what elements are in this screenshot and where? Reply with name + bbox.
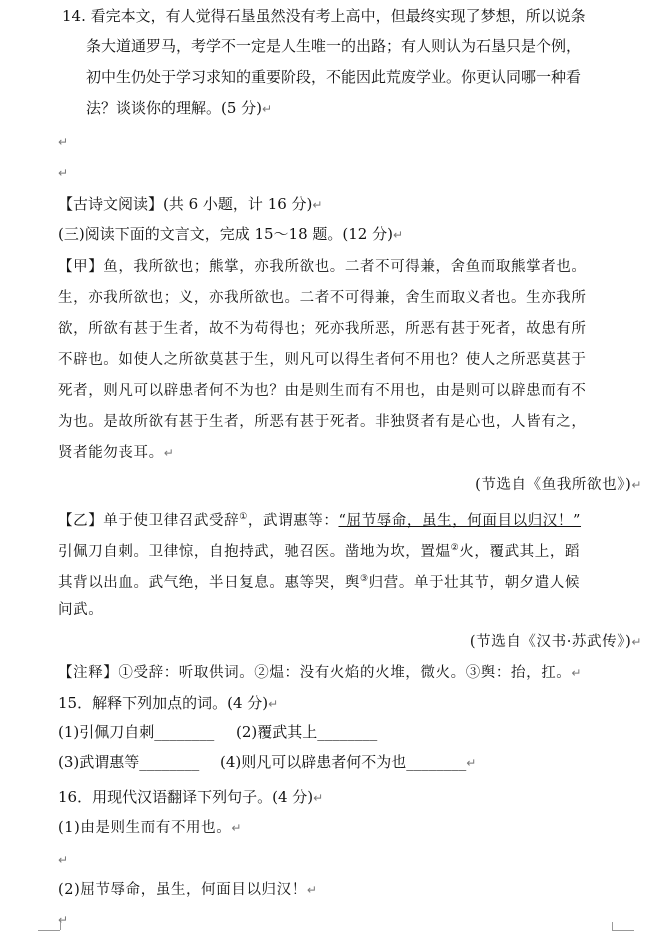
notes: 【注释】①受辞：听取供词。②煴：没有火焰的火堆，微火。③舆：抬，扛。↵ — [58, 665, 583, 681]
paragraph-mark: ↵ — [231, 821, 242, 835]
q14-line-3: 初中生仍处于学习求知的重要阶段，不能因此荒废学业。你更认同哪一种看 — [86, 68, 582, 86]
jia-line-2: 生，亦我所欲也；义，亦我所欲也。二者不可得兼，舍生而取义者也。生亦我所 — [58, 290, 587, 306]
paragraph-mark: ↵ — [631, 478, 642, 492]
jia-line-5: 死者，则凡可以辟患者何不为也？由是则生而有不用也，由是则可以辟患而有不 — [58, 383, 587, 399]
paragraph-mark: ↵ — [466, 756, 477, 770]
paragraph-mark: ↵ — [392, 228, 404, 242]
page-corner-left — [38, 930, 60, 931]
paragraph-mark: ↵ — [268, 697, 279, 711]
section-subtitle: (三)阅读下面的文言文，完成 15～18 题。(12 分)↵ — [58, 225, 404, 243]
q15-title: 15．解释下列加点的词。(4 分)↵ — [58, 694, 279, 712]
paragraph-mark: ↵ — [571, 666, 583, 680]
paragraph-mark: ↵ — [631, 635, 642, 649]
yi-line-2: 引佩刀自刺。卫律惊，自抱持武，驰召医。凿地为坎，置煴②火，覆武其上，蹈 — [58, 543, 581, 560]
paragraph-mark: ↵ — [313, 791, 324, 805]
q15-item-1: (1)引佩刀自刺________ — [58, 723, 215, 741]
yi-line-3: 其背以出血。武气绝，半日复息。惠等哭，舆③归营。单于壮其节，朝夕遣人候 — [58, 574, 581, 591]
paragraph-mark: ↵ — [312, 198, 323, 212]
jia-line-7: 贤者能勿丧耳。↵ — [58, 445, 175, 461]
q16-item-2: (2)屈节辱命，虽生，何面目以归汉！↵ — [58, 882, 318, 898]
jia-line-3: 欲，所欲有甚于生者，故不为苟得也；死亦我所恶，所恶有甚于死者，故患有所 — [58, 321, 587, 337]
paragraph-mark: ↵ — [163, 446, 175, 460]
jia-line-4: 不辟也。如使人之所欲莫甚于生，则凡可以得生者何不用也？使人之所恶莫甚于 — [58, 352, 587, 368]
q16-title: 16．用现代汉语翻译下列句子。(4 分)↵ — [58, 788, 324, 806]
paragraph-mark: ↵ — [58, 853, 69, 867]
paragraph-mark: ↵ — [306, 883, 318, 897]
page-corner-right-tick — [612, 922, 613, 930]
yi-source: (节选自《汉书·苏武传》)↵ — [469, 634, 642, 650]
q14-line-1: 14. 看完本文，有人觉得石垦虽然没有考上高中，但最终实现了梦想，所以说条 — [62, 7, 586, 25]
paragraph-mark: ↵ — [58, 135, 69, 149]
q14-line-2: 条大道通罗马，考学不一定是人生唯一的出路；有人则认为石垦只是个例， — [86, 37, 582, 55]
jia-source: (节选自《鱼我所欲也》)↵ — [475, 477, 642, 493]
paragraph-mark: ↵ — [58, 913, 69, 927]
jia-line-6: 为也。是故所欲有甚于生者，所恶有甚于死者。非独贤者有是心也，人皆有之， — [58, 414, 587, 430]
page-corner-left-tick — [60, 922, 61, 930]
q15-item-2: (2)覆武其上________ — [236, 723, 378, 741]
yi-line-4: 问武。 — [58, 602, 104, 618]
page-corner-right — [612, 930, 634, 931]
q15-item-4: (4)则凡可以辟患者何不为也________↵ — [220, 753, 477, 771]
paragraph-mark: ↵ — [58, 166, 69, 180]
yi-line-1: 【乙】单于使卫律召武受辞①，武谓惠等：“屈节辱命，虽生，何面目以归汉！” — [58, 512, 582, 529]
q16-item-1: (1)由是则生而有不用也。↵ — [58, 820, 242, 836]
q15-item-3: (3)武谓惠等________ — [58, 753, 200, 771]
jia-line-1: 【甲】鱼，我所欲也；熊掌，亦我所欲也。二者不可得兼，舍鱼而取熊掌者也。 — [58, 259, 587, 275]
section-title: 【古诗文阅读】(共 6 小题，计 16 分)↵ — [58, 195, 323, 213]
paragraph-mark: ↵ — [262, 102, 273, 116]
q14-line-4: 法？谈谈你的理解。(5 分)↵ — [86, 99, 273, 117]
